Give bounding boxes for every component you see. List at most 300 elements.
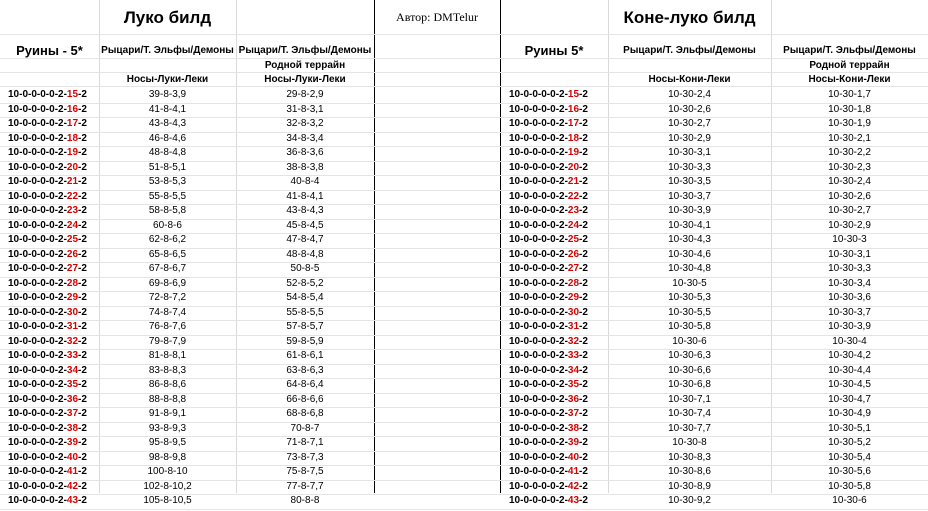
right-col2-value: 10-30-5,6 — [828, 466, 871, 477]
code-prefix: 10-0-0-0-0-2- — [509, 132, 568, 144]
code-level: 33 — [66, 350, 79, 361]
code-suffix: -2 — [579, 364, 588, 376]
code-level: 21 — [567, 176, 580, 187]
code-suffix: -2 — [78, 321, 87, 332]
code-level: 36 — [567, 393, 580, 405]
left-army-code — [8, 394, 87, 405]
right-col2-value: 10-30-1,9 — [828, 118, 871, 129]
code-level: 19 — [66, 147, 79, 158]
right-col1-value: 10-30-2,4 — [668, 89, 711, 100]
code-suffix: -2 — [579, 161, 588, 173]
code-suffix: -2 — [78, 205, 87, 216]
code-level: 22 — [66, 190, 79, 202]
right-col2-value: 10-30-1,7 — [828, 89, 871, 100]
left-col1-value: 81-8-8,1 — [148, 350, 187, 361]
right-army-code — [509, 104, 588, 115]
code-level: 31 — [567, 321, 580, 332]
right-col2-header: Рыцари/Т. Эльфы/Демоны — [783, 45, 916, 56]
code-prefix: 10-0-0-0-0-2- — [8, 103, 67, 115]
code-level: 24 — [567, 219, 580, 231]
left-col2-value: 43-8-4,3 — [286, 205, 324, 216]
left-army-code — [8, 249, 87, 260]
right-army-code — [509, 118, 588, 129]
left-col1-value: 74-8-7,4 — [148, 306, 187, 318]
code-level: 23 — [66, 205, 79, 216]
right-army-code — [509, 452, 588, 463]
right-col2-units: Носы-Кони-Леки — [808, 74, 891, 85]
left-col2-value: 34-8-3,4 — [286, 132, 324, 144]
right-col2-value: 10-30-4 — [832, 335, 867, 347]
code-level: 22 — [567, 190, 580, 202]
left-army-code — [8, 133, 87, 144]
left-army-code — [8, 452, 87, 463]
right-col1-value: 10-30-5,5 — [668, 306, 711, 318]
code-suffix: -2 — [78, 495, 87, 506]
left-col2-value: 31-8-3,1 — [286, 103, 324, 115]
code-level: 32 — [66, 335, 79, 347]
code-suffix: -2 — [78, 466, 87, 477]
code-suffix: -2 — [78, 103, 87, 115]
code-suffix: -2 — [78, 161, 87, 173]
code-level: 17 — [66, 118, 79, 129]
code-level: 35 — [567, 379, 580, 390]
code-level: 30 — [66, 306, 79, 318]
right-army-code — [509, 89, 588, 100]
left-col1-value: 76-8-7,6 — [148, 321, 187, 332]
code-prefix: 10-0-0-0-0-2- — [509, 190, 568, 202]
code-prefix: 10-0-0-0-0-2- — [8, 306, 67, 318]
code-suffix: -2 — [579, 89, 588, 100]
code-level: 18 — [66, 132, 79, 144]
right-army-code — [509, 336, 588, 347]
right-col1-value: 10-30-9,2 — [668, 495, 711, 506]
code-prefix: 10-0-0-0-0-2- — [509, 176, 568, 187]
right-col2-value: 10-30-3,7 — [828, 306, 871, 318]
left-col1-value: 55-8-5,5 — [148, 190, 187, 202]
left-army-code — [8, 336, 87, 347]
left-col1-value: 41-8-4,1 — [148, 103, 187, 115]
code-suffix: -2 — [579, 292, 588, 303]
code-suffix: -2 — [579, 277, 588, 289]
code-prefix: 10-0-0-0-0-2- — [8, 495, 67, 506]
right-col2-subheader: Родной террайн — [809, 60, 890, 71]
right-col1-value: 10-30-2,9 — [668, 132, 711, 144]
code-suffix: -2 — [579, 321, 588, 332]
code-level: 33 — [567, 350, 580, 361]
left-army-code — [8, 379, 87, 390]
left-col1-value: 83-8-8,3 — [148, 364, 187, 376]
code-prefix: 10-0-0-0-0-2- — [8, 205, 67, 216]
right-col1-value: 10-30-8,6 — [668, 466, 711, 477]
code-prefix: 10-0-0-0-0-2- — [509, 248, 568, 260]
code-prefix: 10-0-0-0-0-2- — [509, 161, 568, 173]
left-col2-value: 63-8-6,3 — [286, 364, 324, 376]
right-col1-value: 10-30-6 — [672, 335, 707, 347]
left-col1-header: Рыцари/Т. Эльфы/Демоны — [101, 45, 234, 56]
code-prefix: 10-0-0-0-0-2- — [509, 263, 568, 274]
code-level: 27 — [66, 263, 79, 274]
left-col2-value: 48-8-4,8 — [286, 248, 324, 260]
code-prefix: 10-0-0-0-0-2- — [8, 118, 67, 129]
right-col2-value: 10-30-2,2 — [828, 147, 871, 158]
code-prefix: 10-0-0-0-0-2- — [509, 321, 568, 332]
code-level: 20 — [567, 161, 580, 173]
right-army-code — [509, 350, 588, 361]
code-prefix: 10-0-0-0-0-2- — [509, 451, 568, 463]
right-col2-value: 10-30-2,1 — [828, 132, 871, 144]
right-col2-value: 10-30-2,9 — [828, 219, 871, 231]
left-col2-value: 45-8-4,5 — [286, 219, 324, 231]
left-col2-value: 73-8-7,3 — [286, 451, 324, 463]
left-col1-value: 39-8-3,9 — [148, 89, 187, 100]
code-prefix: 10-0-0-0-0-2- — [509, 103, 568, 115]
left-col2-value: 41-8-4,1 — [286, 190, 324, 202]
right-col1-value: 10-30-5 — [672, 277, 707, 289]
code-level: 29 — [66, 292, 79, 303]
right-col2-value: 10-30-2,6 — [828, 190, 871, 202]
left-col1-value: 91-8-9,1 — [148, 408, 187, 419]
code-level: 41 — [66, 466, 79, 477]
code-level: 40 — [567, 451, 580, 463]
left-col1-value: 69-8-6,9 — [148, 277, 187, 289]
code-suffix: -2 — [579, 234, 588, 245]
right-col1-value: 10-30-5,8 — [668, 321, 711, 332]
right-col2-value: 10-30-2,3 — [828, 161, 871, 173]
code-prefix: 10-0-0-0-0-2- — [8, 292, 67, 303]
code-suffix: -2 — [579, 248, 588, 260]
code-prefix: 10-0-0-0-0-2- — [509, 89, 568, 100]
right-army-code — [509, 466, 588, 477]
code-level: 38 — [66, 422, 79, 434]
left-col2-header: Рыцари/Т. Эльфы/Демоны — [238, 45, 372, 56]
code-suffix: -2 — [78, 393, 87, 405]
code-suffix: -2 — [579, 495, 588, 506]
left-col1-value: 72-8-7,2 — [148, 292, 187, 303]
left-col2-value: 66-8-6,6 — [286, 393, 324, 405]
left-col2-units: Носы-Луки-Леки — [264, 74, 346, 85]
right-col2-value: 10-30-3,1 — [828, 248, 871, 260]
right-col2-value: 10-30-3,6 — [828, 292, 871, 303]
code-suffix: -2 — [579, 219, 588, 231]
left-col1-value: 86-8-8,6 — [148, 379, 187, 390]
code-level: 28 — [567, 277, 580, 289]
left-col1-value: 100-8-10 — [147, 466, 188, 477]
left-col2-value: 36-8-3,6 — [286, 147, 324, 158]
left-col2-value: 70-8-7 — [290, 422, 320, 434]
left-col1-value: 53-8-5,3 — [148, 176, 187, 187]
code-level: 41 — [567, 466, 580, 477]
code-suffix: -2 — [78, 219, 87, 231]
left-col2-value: 55-8-5,5 — [286, 306, 324, 318]
code-prefix: 10-0-0-0-0-2- — [8, 321, 67, 332]
right-army-code — [509, 278, 588, 289]
right-army-code — [509, 191, 588, 202]
code-prefix: 10-0-0-0-0-2- — [509, 306, 568, 318]
right-col2-value: 10-30-2,4 — [828, 176, 871, 187]
left-col2-value: 68-8-6,8 — [286, 408, 324, 419]
right-col1-value: 10-30-2,6 — [668, 103, 711, 115]
code-prefix: 10-0-0-0-0-2- — [8, 422, 67, 434]
right-col1-value: 10-30-4,8 — [668, 263, 711, 274]
right-col1-value: 10-30-2,7 — [668, 118, 711, 129]
code-suffix: -2 — [579, 350, 588, 361]
left-col2-value: 61-8-6,1 — [286, 350, 324, 361]
code-suffix: -2 — [579, 335, 588, 347]
right-army-code — [509, 423, 588, 434]
right-army-code — [509, 321, 588, 332]
code-prefix: 10-0-0-0-0-2- — [509, 408, 568, 419]
right-col1-value: 10-30-3,3 — [668, 161, 711, 173]
code-level: 15 — [567, 89, 580, 100]
code-prefix: 10-0-0-0-0-2- — [8, 161, 67, 173]
code-suffix: -2 — [78, 263, 87, 274]
code-level: 39 — [567, 437, 580, 448]
left-army-code — [8, 104, 87, 115]
code-level: 26 — [66, 248, 79, 260]
left-col2-value: 71-8-7,1 — [286, 437, 324, 448]
code-prefix: 10-0-0-0-0-2- — [8, 132, 67, 144]
code-level: 19 — [567, 147, 580, 158]
code-suffix: -2 — [78, 234, 87, 245]
code-level: 29 — [567, 292, 580, 303]
left-army-code — [8, 118, 87, 129]
left-col1-value: 67-8-6,7 — [148, 263, 187, 274]
code-suffix: -2 — [579, 190, 588, 202]
left-army-code — [8, 234, 87, 245]
table-row — [0, 494, 928, 511]
right-army-code — [509, 176, 588, 187]
right-army-code — [509, 162, 588, 173]
code-level: 35 — [66, 379, 79, 390]
right-army-code — [509, 205, 588, 216]
code-prefix: 10-0-0-0-0-2- — [509, 364, 568, 376]
right-col1-units: Носы-Кони-Леки — [648, 74, 731, 85]
code-level: 21 — [66, 176, 79, 187]
code-level: 16 — [567, 103, 580, 115]
left-army-code — [8, 263, 87, 274]
code-suffix: -2 — [78, 89, 87, 100]
left-col2-value: 38-8-3,8 — [286, 161, 324, 173]
left-col2-value: 59-8-5,9 — [286, 335, 324, 347]
code-suffix: -2 — [579, 147, 588, 158]
code-prefix: 10-0-0-0-0-2- — [509, 277, 568, 289]
code-prefix: 10-0-0-0-0-2- — [8, 89, 67, 100]
code-suffix: -2 — [579, 451, 588, 463]
left-col2-value: 75-8-7,5 — [286, 466, 324, 477]
code-prefix: 10-0-0-0-0-2- — [8, 408, 67, 419]
left-army-code — [8, 321, 87, 332]
code-suffix: -2 — [78, 364, 87, 376]
code-level: 37 — [66, 408, 79, 419]
left-col2-value: 80-8-8 — [290, 495, 320, 506]
code-suffix: -2 — [579, 263, 588, 274]
code-suffix: -2 — [78, 277, 87, 289]
left-title: Луко билд — [123, 8, 212, 27]
code-suffix: -2 — [579, 118, 588, 129]
right-col1-value: 10-30-6,6 — [668, 364, 711, 376]
left-col1-value: 93-8-9,3 — [148, 422, 187, 434]
right-col2-value: 10-30-4,5 — [828, 379, 871, 390]
code-level: 23 — [567, 205, 580, 216]
left-col1-value: 65-8-6,5 — [148, 248, 187, 260]
code-prefix: 10-0-0-0-0-2- — [509, 335, 568, 347]
code-prefix: 10-0-0-0-0-2- — [8, 176, 67, 187]
code-level: 20 — [66, 161, 79, 173]
code-level: 31 — [66, 321, 79, 332]
right-army-code — [509, 495, 588, 506]
right-col2-value: 10-30-5,2 — [828, 437, 871, 448]
author-label: Автор: DMTelur — [396, 10, 478, 24]
right-col1-value: 10-30-6,8 — [668, 379, 711, 390]
code-suffix: -2 — [579, 437, 588, 448]
right-col1-value: 10-30-7,4 — [668, 408, 711, 419]
code-suffix: -2 — [78, 422, 87, 434]
code-suffix: -2 — [78, 335, 87, 347]
left-army-code — [8, 278, 87, 289]
right-army-code — [509, 133, 588, 144]
code-level: 40 — [66, 451, 79, 463]
left-col2-value: 50-8-5 — [290, 263, 320, 274]
left-army-code — [8, 292, 87, 303]
right-col2-value: 10-30-5,1 — [828, 422, 871, 434]
right-col1-value: 10-30-8,3 — [668, 451, 711, 463]
code-suffix: -2 — [78, 292, 87, 303]
code-prefix: 10-0-0-0-0-2- — [8, 277, 67, 289]
right-col1-value: 10-30-4,3 — [668, 234, 711, 245]
code-level: 16 — [66, 103, 79, 115]
left-col2-value: 29-8-2,9 — [286, 89, 324, 100]
code-prefix: 10-0-0-0-0-2- — [8, 466, 67, 477]
right-army-code — [509, 437, 588, 448]
code-prefix: 10-0-0-0-0-2- — [509, 393, 568, 405]
right-col2-value: 10-30-4,2 — [828, 350, 871, 361]
code-prefix: 10-0-0-0-0-2- — [509, 234, 568, 245]
right-army-code — [509, 292, 588, 303]
code-prefix: 10-0-0-0-0-2- — [509, 480, 568, 492]
code-suffix: -2 — [579, 480, 588, 492]
code-prefix: 10-0-0-0-0-2- — [8, 437, 67, 448]
code-suffix: -2 — [78, 408, 87, 419]
left-army-code — [8, 89, 87, 100]
right-col1-value: 10-30-8,9 — [668, 480, 711, 492]
right-col2-value: 10-30-3,4 — [828, 277, 871, 289]
code-prefix: 10-0-0-0-0-2- — [509, 219, 568, 231]
right-army-code — [509, 147, 588, 158]
right-col2-value: 10-30-4,7 — [828, 393, 871, 405]
code-suffix: -2 — [579, 422, 588, 434]
right-army-code — [509, 220, 588, 231]
left-army-code — [8, 147, 87, 158]
code-suffix: -2 — [78, 350, 87, 361]
code-prefix: 10-0-0-0-0-2- — [509, 350, 568, 361]
right-col2-value: 10-30-1,8 — [828, 103, 871, 115]
left-col1-value: 79-8-7,9 — [148, 335, 187, 347]
code-level: 43 — [66, 495, 79, 506]
left-army-code — [8, 350, 87, 361]
left-army-code — [8, 220, 87, 231]
left-army-code — [8, 466, 87, 477]
code-level: 39 — [66, 437, 79, 448]
left-col1-units: Носы-Луки-Леки — [126, 74, 209, 85]
code-prefix: 10-0-0-0-0-2- — [509, 466, 568, 477]
code-prefix: 10-0-0-0-0-2- — [8, 219, 67, 231]
code-suffix: -2 — [579, 408, 588, 419]
code-level: 32 — [567, 335, 580, 347]
left-col2-value: 32-8-3,2 — [286, 118, 324, 129]
left-col2-value: 57-8-5,7 — [286, 321, 324, 332]
code-level: 42 — [567, 480, 580, 492]
code-suffix: -2 — [78, 176, 87, 187]
code-prefix: 10-0-0-0-0-2- — [509, 422, 568, 434]
code-prefix: 10-0-0-0-0-2- — [509, 147, 568, 158]
code-suffix: -2 — [78, 306, 87, 318]
code-suffix: -2 — [579, 379, 588, 390]
code-prefix: 10-0-0-0-0-2- — [8, 147, 67, 158]
code-suffix: -2 — [579, 132, 588, 144]
right-army-code — [509, 365, 588, 376]
code-prefix: 10-0-0-0-0-2- — [8, 190, 67, 202]
right-col1-header: Рыцари/Т. Эльфы/Демоны — [623, 45, 756, 56]
code-suffix: -2 — [579, 393, 588, 405]
right-army-code — [509, 379, 588, 390]
right-title: Коне-луко билд — [623, 8, 756, 27]
left-col2-subheader: Родной террайн — [264, 60, 346, 71]
right-col2-value: 10-30-6 — [832, 495, 867, 506]
code-suffix: -2 — [78, 379, 87, 390]
code-suffix: -2 — [78, 248, 87, 260]
code-suffix: -2 — [579, 466, 588, 477]
code-suffix: -2 — [579, 306, 588, 318]
code-suffix: -2 — [78, 451, 87, 463]
right-col1-value: 10-30-6,3 — [668, 350, 711, 361]
right-col1-value: 10-30-7,1 — [668, 393, 711, 405]
left-col1-value: 98-8-9,8 — [148, 451, 187, 463]
code-level: 43 — [567, 495, 580, 506]
code-suffix: -2 — [78, 118, 87, 129]
code-prefix: 10-0-0-0-0-2- — [509, 205, 568, 216]
right-army-code — [509, 249, 588, 260]
left-army-code — [8, 307, 87, 318]
left-col1-value: 105-8-10,5 — [143, 495, 192, 506]
right-col2-value: 10-30-3,9 — [828, 321, 871, 332]
left-army-code — [8, 205, 87, 216]
right-col2-value: 10-30-5,4 — [828, 451, 871, 463]
code-prefix: 10-0-0-0-0-2- — [509, 495, 568, 506]
code-prefix: 10-0-0-0-0-2- — [8, 480, 67, 492]
code-level: 25 — [66, 234, 79, 245]
right-col2-value: 10-30-3,3 — [828, 263, 871, 274]
code-prefix: 10-0-0-0-0-2- — [8, 234, 67, 245]
code-prefix: 10-0-0-0-0-2- — [8, 364, 67, 376]
code-level: 30 — [567, 306, 580, 318]
right-col1-value: 10-30-4,1 — [668, 219, 711, 231]
code-prefix: 10-0-0-0-0-2- — [509, 118, 568, 129]
code-level: 34 — [567, 364, 580, 376]
code-level: 24 — [66, 219, 79, 231]
code-prefix: 10-0-0-0-0-2- — [8, 451, 67, 463]
code-suffix: -2 — [78, 132, 87, 144]
code-prefix: 10-0-0-0-0-2- — [509, 379, 568, 390]
right-col1-value: 10-30-3,5 — [668, 176, 711, 187]
right-col2-value: 10-30-3 — [832, 234, 867, 245]
code-level: 42 — [66, 480, 79, 492]
code-suffix: -2 — [78, 190, 87, 202]
code-prefix: 10-0-0-0-0-2- — [8, 379, 67, 390]
left-col2-value: 54-8-5,4 — [286, 292, 324, 303]
code-suffix: -2 — [78, 480, 87, 492]
right-army-code — [509, 263, 588, 274]
left-army-code — [8, 423, 87, 434]
